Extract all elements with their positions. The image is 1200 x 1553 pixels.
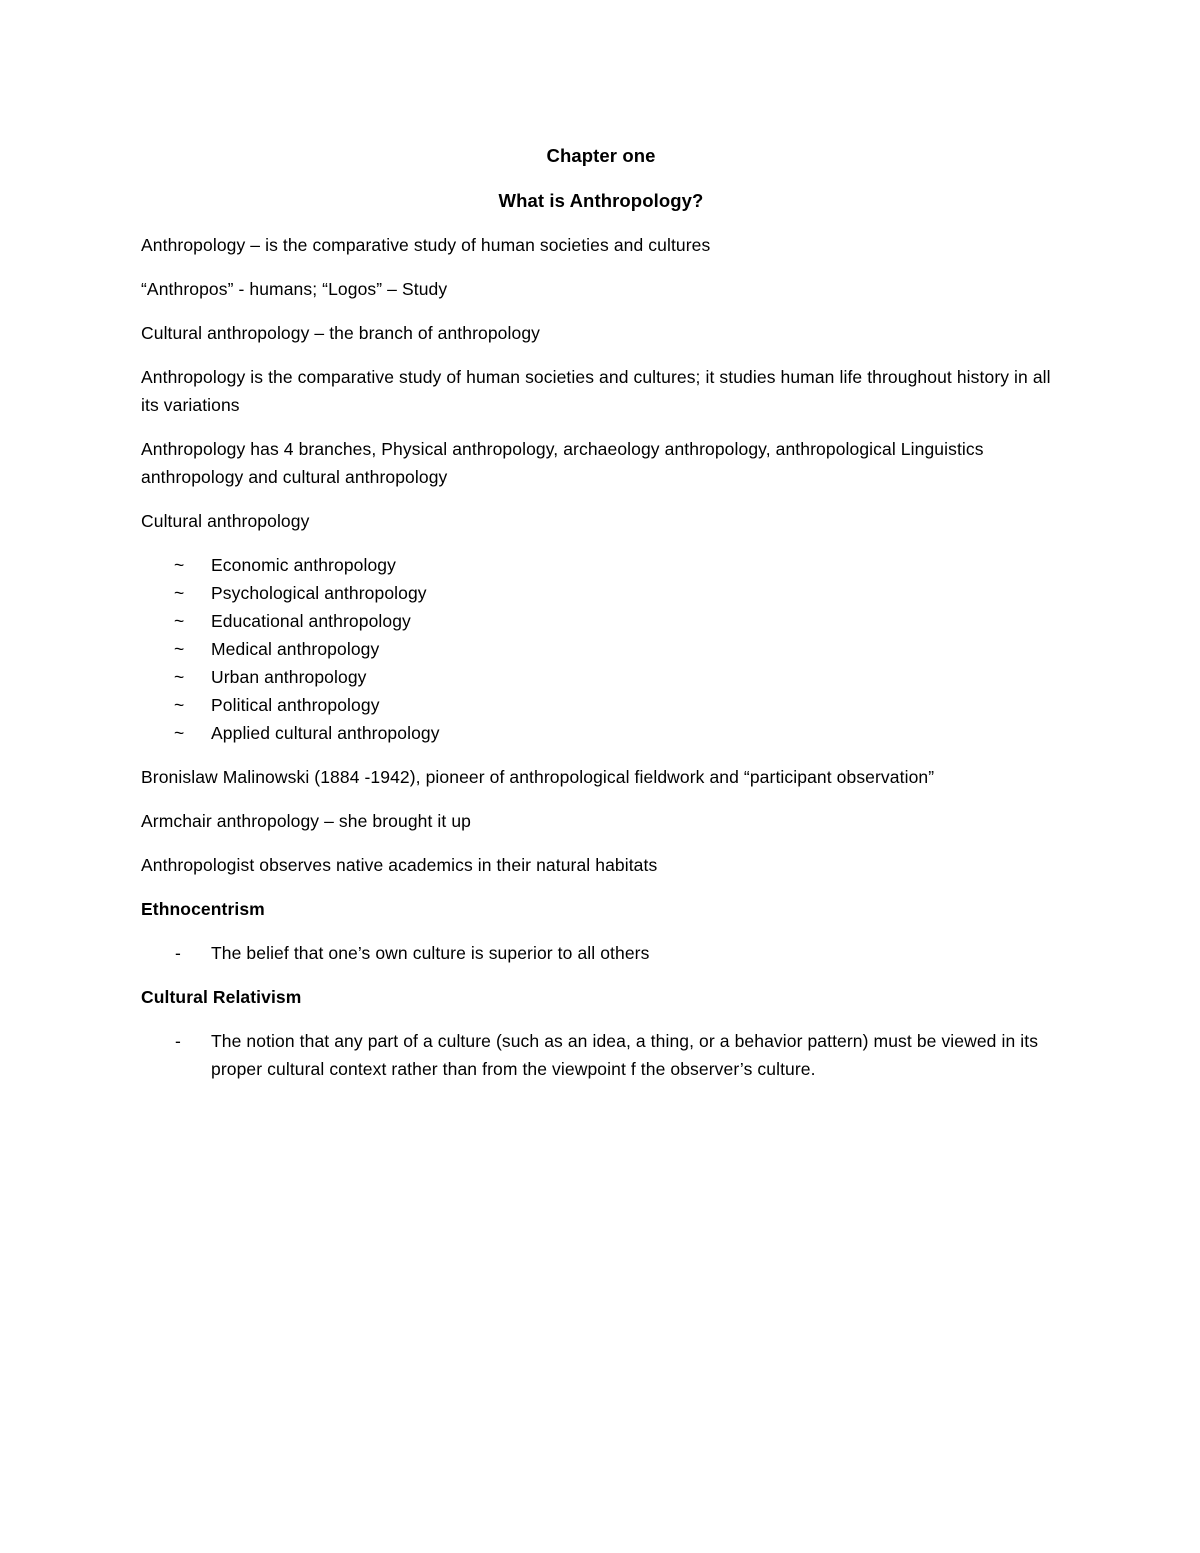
list-item-text: The belief that one’s own culture is superior to all others <box>211 943 650 963</box>
dash-bullet: - <box>175 1031 181 1051</box>
list-item <box>141 635 1061 663</box>
page-title: What is Anthropology? <box>498 190 704 211</box>
list-item <box>141 551 1061 579</box>
list-item <box>141 691 1061 719</box>
paragraph-cultural-heading: Cultural anthropology <box>141 511 310 531</box>
tilde-bullet: ~ <box>174 639 185 659</box>
list-item <box>141 939 1061 967</box>
list-item-text: Medical anthropology <box>211 639 380 659</box>
relativism-list <box>141 1027 1061 1083</box>
list-item <box>141 719 1061 747</box>
list-item-text: Applied cultural anthropology <box>211 723 440 743</box>
list-item-text: The notion that any part of a culture (such as an idea, a thing, or a behavior pattern) must be viewed in its proper cultural context rather than from the viewpoint f the observer’s culture. <box>211 1031 1039 1079</box>
tilde-bullet: ~ <box>174 695 185 715</box>
cultural-anthropology-list <box>141 551 1061 747</box>
ethnocentrism-list <box>141 939 1061 967</box>
tilde-bullet: ~ <box>174 555 185 575</box>
chapter-title: Chapter one <box>546 145 656 166</box>
list-item <box>141 579 1061 607</box>
list-item <box>141 607 1061 635</box>
paragraph-definition: Anthropology – is the comparative study of human societies and cultures <box>141 235 711 255</box>
paragraph-armchair: Armchair anthropology – she brought it up <box>141 811 471 831</box>
list-item-text: Urban anthropology <box>211 667 367 687</box>
dash-bullet: - <box>175 943 181 963</box>
list-item <box>141 663 1061 691</box>
tilde-bullet: ~ <box>174 611 185 631</box>
tilde-bullet: ~ <box>174 723 185 743</box>
list-item-text: Psychological anthropology <box>211 583 427 603</box>
list-item-text: Economic anthropology <box>211 555 396 575</box>
tilde-bullet: ~ <box>174 667 185 687</box>
list-item <box>141 1027 1061 1083</box>
paragraph-four-branches: Anthropology has 4 branches, Physical anthropology, archaeology anthropology, anthropological Linguistics anthropology and cultural anthropology <box>141 439 984 487</box>
list-item-text: Educational anthropology <box>211 611 411 631</box>
document-body <box>141 142 1061 1099</box>
paragraph-observes: Anthropologist observes native academics in their natural habitats <box>141 855 658 875</box>
paragraph-malinowski: Bronislaw Malinowski (1884 -1942), pioneer of anthropological fieldwork and “participant observation” <box>141 767 935 787</box>
list-item-text: Political anthropology <box>211 695 380 715</box>
paragraph-etymology: “Anthropos” - humans; “Logos” – Study <box>141 279 448 299</box>
heading-ethnocentrism: Ethnocentrism <box>141 899 265 919</box>
paragraph-comparative-study: Anthropology is the comparative study of human societies and cultures; it studies human life throughout history in all its variations <box>141 367 1051 415</box>
heading-cultural-relativism: Cultural Relativism <box>141 987 302 1007</box>
paragraph-cultural-branch: Cultural anthropology – the branch of anthropology <box>141 323 541 343</box>
tilde-bullet: ~ <box>174 583 185 603</box>
